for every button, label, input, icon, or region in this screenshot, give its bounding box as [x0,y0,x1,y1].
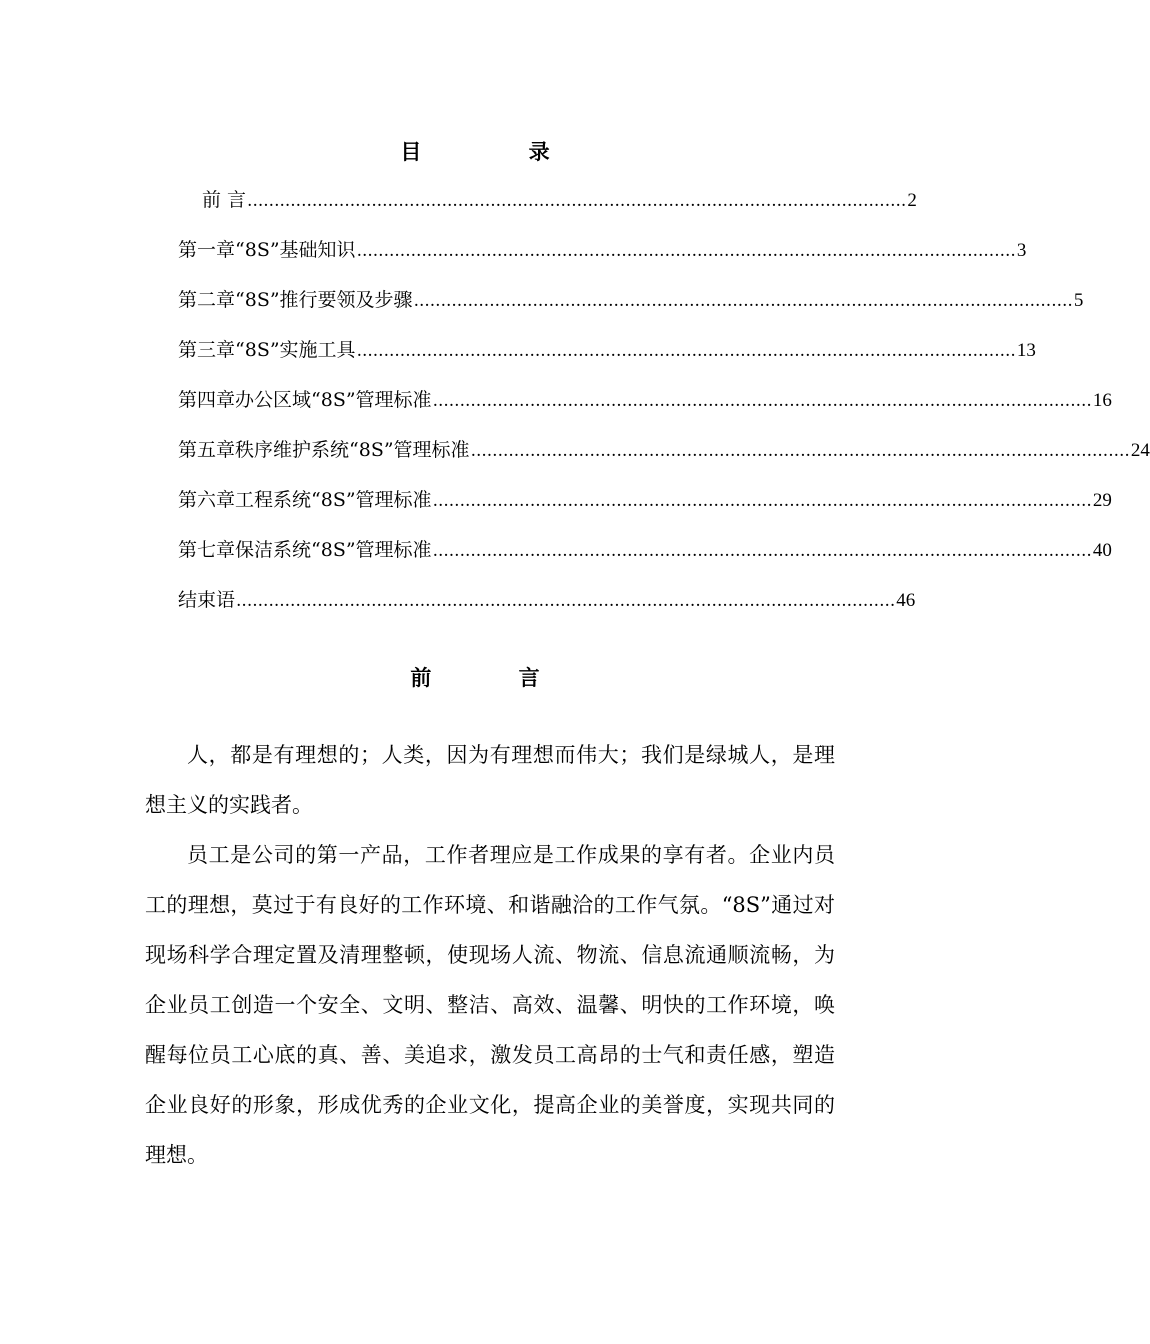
toc-page-number: 2 [907,190,917,211]
toc-chapter-label: 第六章 [178,489,236,511]
toc-chapter-label: 第七章 [178,539,236,561]
preface-body [145,730,835,1180]
toc-chapter-label: 第二章 [178,289,236,311]
preface-paragraph: 员工是公司的第一产品，工作者理应是工作成果的享有者。企业内员工的理想，莫过于有良好的工作环境、和谐融洽的工作气氛。“8S”通过对现场科学合理定置及清理整顿，使现场人流、物流、信息流通顺流畅，为企业员工创造一个安全、文明、整洁、高效、温馨、明快的工作环境，唤醒每位员工心底的真、善、美追求，激发员工高昂的士气和责任感，塑造企业良好的形象，形成优秀的企业文化，提高企业的美誉度，实现共同的理想。 [145,843,835,1167]
toc-entry[interactable] [178,482,1112,532]
toc-chapter-label: 结束语 [178,589,236,611]
toc-entry-title: “8S”基础知识 [235,239,356,261]
toc-page-number: 5 [1073,290,1084,311]
toc-chapter-label: 第四章 [178,389,236,411]
toc-entry[interactable] [178,432,1150,482]
toc-dot-leader: .......................................................................................................................... [356,341,1016,361]
table-of-contents [178,182,1150,632]
toc-chapter-label: 第一章 [178,239,236,261]
toc-dot-leader: .......................................................................................................................... [432,491,1092,511]
toc-entry[interactable] [178,182,917,232]
toc-entry-title: 工程系统“8S”管理标准 [235,489,432,511]
toc-dot-leader: .......................................................................................................................... [236,591,896,611]
toc-entry[interactable] [178,382,1112,432]
toc-page-number: 13 [1016,340,1036,361]
toc-entry[interactable] [178,332,1036,382]
preface-paragraph: 人，都是有理想的；人类，因为有理想而伟大；我们是绿城人，是理想主义的实践者。 [145,743,835,817]
toc-page-number: 46 [896,590,916,611]
toc-dot-leader: .......................................................................................................................... [470,441,1130,461]
toc-chapter-label: 第三章 [178,339,236,361]
toc-entry-title: 办公区域“8S”管理标准 [235,389,432,411]
toc-entry[interactable] [178,532,1112,582]
toc-entry-title: 保洁系统“8S”管理标准 [235,539,432,561]
toc-entry[interactable] [178,282,1084,332]
toc-dot-leader: .......................................................................................................................... [432,541,1092,561]
toc-page-number: 40 [1092,540,1112,561]
toc-dot-leader: .......................................................................................................................... [413,291,1073,311]
toc-dot-leader: .......................................................................................................................... [247,191,907,211]
toc-page-number: 24 [1130,440,1150,461]
preface-title: 前 言 [410,665,580,690]
toc-page-number: 16 [1092,390,1112,411]
toc-title: 目 录 [400,139,600,164]
toc-page-number: 29 [1092,490,1112,511]
toc-entry-title: 秩序维护系统“8S”管理标准 [235,439,470,461]
toc-entry[interactable] [178,582,916,632]
toc-entry-title: “8S”推行要领及步骤 [235,289,413,311]
toc-entry[interactable] [178,232,1027,282]
toc-page-number: 3 [1016,240,1027,261]
toc-chapter-label: 第五章 [178,439,236,461]
toc-dot-leader: .......................................................................................................................... [356,241,1016,261]
toc-chapter-label: 前 言 [202,189,247,211]
toc-dot-leader: .......................................................................................................................... [432,391,1092,411]
toc-entry-title: “8S”实施工具 [235,339,356,361]
